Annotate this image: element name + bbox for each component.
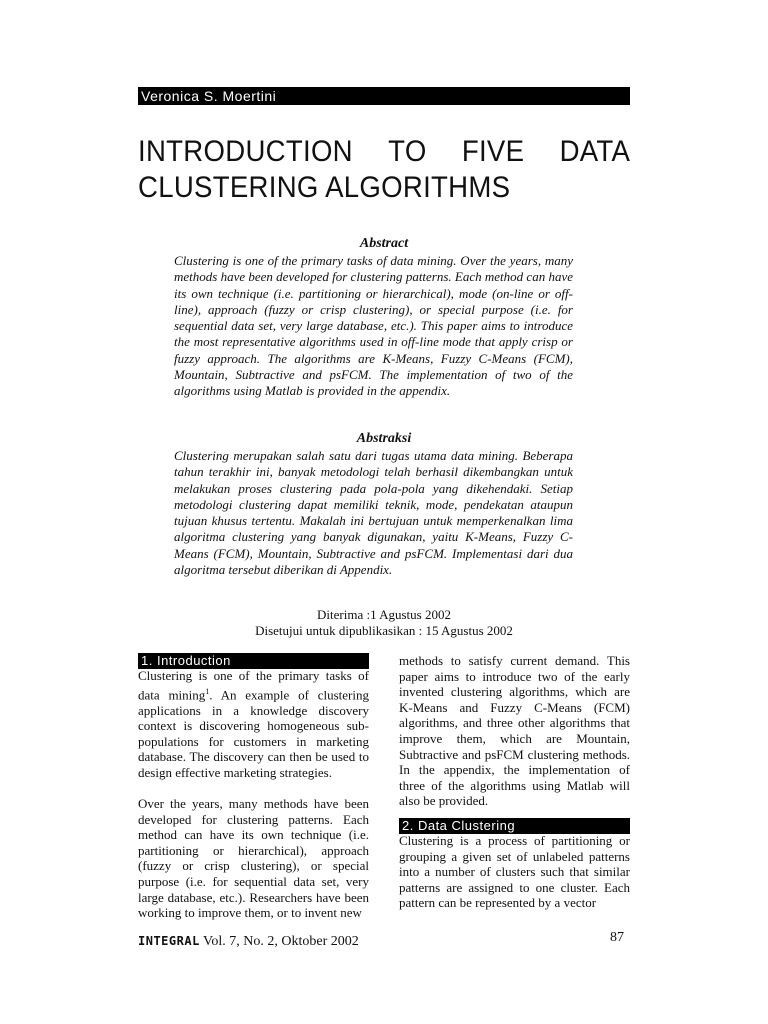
journal-footer bbox=[138, 934, 359, 950]
abstract-heading: Abstract bbox=[359, 236, 409, 251]
paragraph: Clustering is a process of partitioning or grouping a given set of unlabeled patterns into a number of clusters such that similar patterns are assigned to one cluster. Each pattern can be represented by a vector bbox=[399, 833, 630, 911]
journal-info: Vol. 7, No. 2, Oktober 2002 bbox=[203, 934, 359, 949]
paper-title bbox=[138, 134, 631, 206]
paragraph bbox=[138, 668, 369, 780]
title-line-2: CLUSTERING ALGORITHMS bbox=[138, 171, 511, 204]
paragraph: Over the years, many methods have been developed for clustering patterns. Each method can have its own technique (i.e. partitioning or hierarchical), approach (fuzzy or crisp clustering), or special purpose (i.e. for sequential data set, very large database, etc.). Researchers have been working to improve them, or to invent new bbox=[138, 796, 369, 921]
paragraph: methods to satisfy current demand. This paper aims to introduce two of the early invented clustering algorithms, which are K-Means and Fuzzy C-Means (FCM) algorithms, and three other algorithms that improve them, which are Mountain, Subtractive and psFCM clustering methods. In the appendix, the implementation of three of the algorithms using Matlab will also be provided. bbox=[399, 653, 630, 809]
right-column-intro-continued bbox=[399, 653, 630, 809]
title-word: INTRODUCTION bbox=[138, 135, 353, 168]
title-word: TO bbox=[388, 135, 427, 168]
abstract-text: Clustering is one of the primary tasks of data mining. Over the years, many methods have been developed for clustering patterns. Each method can have its own technique (i.e. partitioning or hierarchical), mode (on-line or off-line), approach (fuzzy or crisp clustering), or special purpose (i.e. for sequential data set, very large database, etc.). This paper aims to introduce the most representative algorithms used in off-line mode that apply crisp or fuzzy approach. The algorithms are K-Means, Fuzzy C-Means (FCM), Mountain, Subtractive and psFCM. The implementation of two of the algorithms using Matlab is provided in the appendix. bbox=[174, 253, 573, 399]
right-column-section2 bbox=[399, 833, 630, 911]
section-heading-data-clustering: 2. Data Clustering bbox=[399, 818, 630, 834]
left-column bbox=[138, 668, 369, 921]
date-accepted: Disetujui untuk dipublikasikan : 15 Agustus 2002 bbox=[255, 623, 513, 638]
abstraksi-text: Clustering merupakan salah satu dari tugas utama data mining. Beberapa tahun terakhir ini, banyak metodologi telah berhasil dikembangkan untuk melakukan proses clustering pada pola-pola yang dikehendaki. Setiap metodologi clustering dapat memiliki teknik, mode, pendekatan ataupun tujuan khusus tertentu. Makalah ini bertujuan untuk memperkenalkan lima algoritma clustering yang banyak digunakan, yaitu K-Means, Fuzzy C-Means (FCM), Mountain, Subtractive and psFCM. Implementasi dari dua algoritma tersebut diberikan di Appendix. bbox=[174, 448, 573, 578]
section-heading-introduction: 1. Introduction bbox=[138, 653, 369, 669]
paragraph-text: Clustering is one of the primary tasks of data mining bbox=[138, 668, 369, 702]
journal-logo: INTEGRAL bbox=[138, 934, 200, 948]
date-received: Diterima :1 Agustus 2002 bbox=[317, 607, 451, 622]
title-line-1 bbox=[138, 134, 630, 170]
author-name: Veronica S. Moertini bbox=[138, 87, 630, 105]
title-word: DATA bbox=[559, 135, 631, 168]
page-number: 87 bbox=[610, 930, 624, 945]
abstraksi-heading: Abstraksi bbox=[356, 431, 412, 446]
paragraph-text: . An example of clustering applications in a knowledge discovery context is discovering homogeneous sub-populations for customers in marketing database. The discovery can then be used to design effective marketing strategies. bbox=[138, 686, 369, 780]
title-word: FIVE bbox=[461, 135, 525, 168]
footnote-ref: 1 bbox=[205, 686, 210, 696]
